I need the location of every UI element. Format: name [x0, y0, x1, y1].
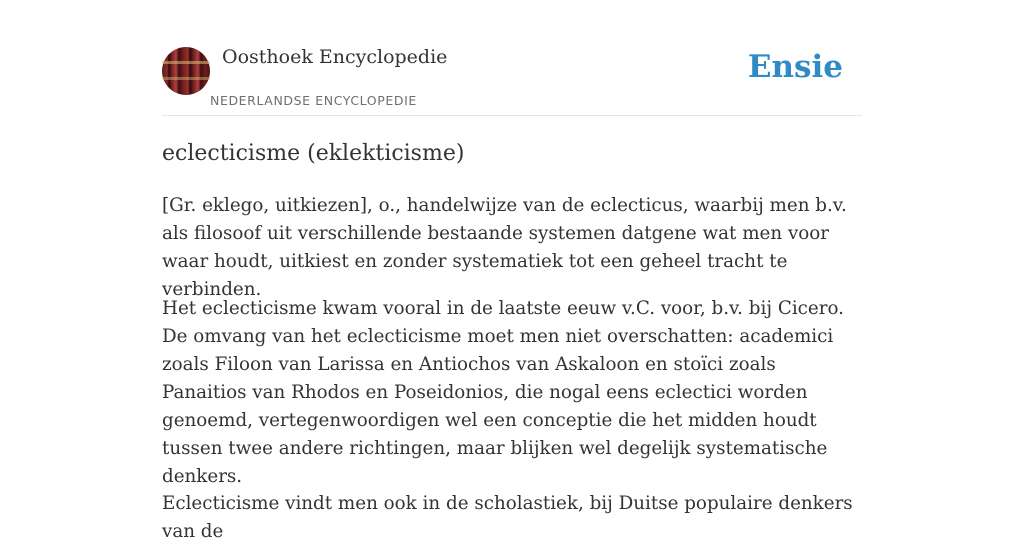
entry-paragraph: [Gr. eklego, uitkiezen], o., handelwijze van de eclecticus, waarbij men b.v. als filosoof uit verschillende bestaande systemen datgene wat men voor waar houdt, uitkiest en zonder systematiek tot een geheel tracht te verbinden. [162, 195, 847, 300]
entry-title: eclecticisme (eklekticisme) [162, 141, 465, 166]
entry-paragraph: Eclecticisme vindt men ook in de scholastiek, bij Duitse populaire denkers van de [162, 493, 853, 542]
site-subtitle: NEDERLANDSE ENCYCLOPEDIE [210, 93, 417, 108]
entry-paragraph: Het eclecticisme kwam vooral in de laatste eeuw v.C. voor, b.v. bij Cicero. De omvang van het eclecticisme moet men niet overschatten: academici zoals Filoon van Larissa en Antiochos van Askaloon en stoïci zoals Panaitios van Rhodos en Poseidonios, die nogal eens eclectici worden genoemd, vertegenwoordigen wel een conceptie die het midden houdt tussen twee andere richtingen, maar blijken wel degelijk systematische denkers. [162, 298, 844, 487]
ensie-logo[interactable]: Ensie [747, 49, 843, 85]
site-header [162, 0, 862, 116]
encyclopedia-avatar[interactable] [162, 47, 210, 95]
site-title[interactable]: Oosthoek Encyclopedie [222, 46, 448, 68]
page-container [162, 0, 862, 542]
